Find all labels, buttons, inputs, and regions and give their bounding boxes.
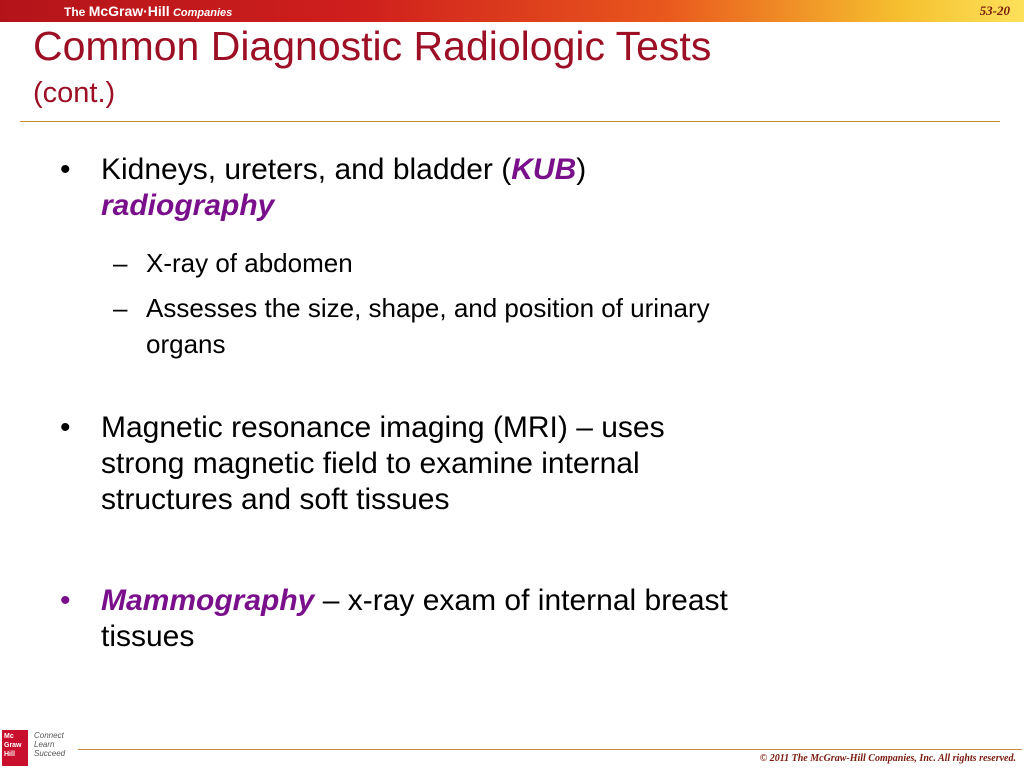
brand-prefix: The [64, 5, 86, 19]
sub-bullet-assesses-line2: organs [146, 329, 226, 359]
slide-number: 53-20 [979, 3, 1010, 18]
dash-marker: – [113, 248, 128, 278]
bullet-mri-line1: Magnetic resonance imaging (MRI) – uses [101, 411, 665, 444]
bullet-mammography-line2: tissues [101, 620, 195, 653]
copyright-notice: © 2011 The McGraw-Hill Companies, Inc. All rights reserved. [759, 753, 1016, 764]
bullet-mammography-line1: Mammography – x-ray exam of internal breast [101, 584, 728, 617]
bullet-mri [60, 410, 665, 518]
sub-bullet-xray-text: X-ray of abdomen [146, 248, 353, 278]
bullet-kub [60, 152, 587, 224]
brand-logo-text [64, 3, 232, 19]
sub-bullet-assesses-line1: Assesses the size, shape, and position of urinary [146, 293, 710, 323]
bullet-kub-line1: Kidneys, ureters, and bladder (KUB) [101, 153, 587, 186]
bullet-mri-line3: structures and soft tissues [101, 483, 450, 516]
mcgraw-hill-logo: Mc Graw Hill [2, 730, 28, 766]
bullet-kub-line2: radiography [101, 189, 275, 222]
mammography-emphasis: Mammography [101, 584, 315, 617]
bullet-dot: • [60, 153, 71, 186]
brand-name: McGraw·Hill [88, 3, 170, 19]
kub-emphasis: KUB [511, 153, 577, 186]
title-divider [20, 121, 1000, 122]
slide-title: Common Diagnostic Radiologic Tests [33, 23, 712, 69]
header-banner [0, 0, 1024, 22]
brand-suffix: Companies [172, 7, 233, 19]
dash-marker: – [113, 293, 128, 323]
bullet-dot: • [60, 411, 71, 444]
footer-divider [78, 749, 1022, 750]
bullet-dot: • [60, 584, 71, 617]
footer-tagline: Connect Learn Succeed [34, 731, 66, 758]
slide-subtitle: (cont.) [33, 77, 116, 109]
bullet-mammography [60, 583, 728, 655]
sub-bullet-assesses [113, 290, 710, 362]
bullet-mri-line2: strong magnetic field to examine internal [101, 447, 640, 480]
sub-bullet-xray [113, 244, 353, 282]
